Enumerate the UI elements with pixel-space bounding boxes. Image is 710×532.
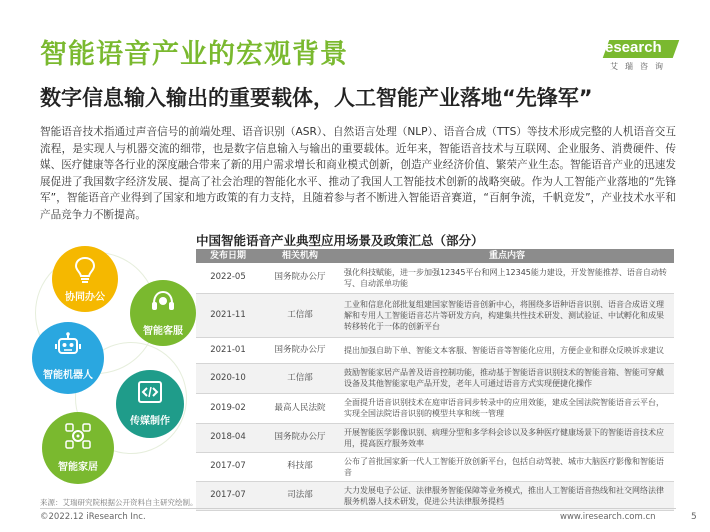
row-date: 2022-05 — [196, 263, 260, 293]
row-org: 科技部 — [260, 452, 340, 481]
row-date: 2021-11 — [196, 293, 260, 337]
headset-icon — [149, 289, 177, 315]
footer-divider — [40, 508, 676, 509]
lightbulb-icon — [72, 256, 98, 284]
row-org: 工信部 — [260, 293, 340, 337]
scenario-label: 智能机器人 — [43, 370, 93, 381]
policy-table — [196, 249, 674, 511]
scenario-office — [52, 246, 118, 312]
row-content: 工业和信息化部批复组建国家智能语音创新中心，将围绕多语种语音识别、语音合成语义理解和专用人工智能语音芯片等研发方向，构建集共性技术研发、测试验证、中试孵化和成果转移转化于一体的创新平台 — [340, 293, 674, 337]
intro-paragraph: 智能语音技术指通过声音信号的前端处理、语音识别（ASR）、自然语言处理（NLP）、语音合成（TTS）等技术形成完整的人机语音交互流程，是实现人与机器交流的细带，也是数字信息输入与输出的重要载体。近年来，智能语音技术与互联网、企业服务、消费硬件、传媒、医疗健康等各行业的深度融合带来了新的用户需求增长和商业模式创新，创造产业经济价值、繁荣产业生态。智能语音产业的迅速发展促进了我国数字经济发展、提高了社会治理的智能化水平、推动了我国人工智能技术创新的战略突破。作为人工智能产业落地的“先锋军”，智能语音产业得到了国家和地方政策的有力支持，且随着参与者不断进入智能语音赛道，“百舸争流，千帆竞发”，产业技术水平和产品竞争力不断提高。 — [40, 126, 676, 221]
code-icon — [136, 379, 164, 405]
row-org: 国务院办公厅 — [260, 337, 340, 363]
row-content: 鼓励智能家居产品普及语音控制功能，推动基于智能语音识别技术的智能音箱、智能可穿戴设备及其他智能家电产品开发，老年人可通过语音方式实现便捷化操作 — [340, 363, 674, 393]
row-content: 大力发展电子公证、法律服务智能保障等业务模式，推出人工智能语音热线和社交网络法律服务机器人技术研发，促进公共法律服务提档 — [340, 481, 674, 510]
logo-word: iResearch — [590, 39, 662, 56]
row-date: 2018-04 — [196, 423, 260, 452]
robot-icon — [54, 332, 82, 360]
table-row — [196, 423, 674, 452]
header-org: 相关机构 — [260, 249, 340, 263]
row-content: 提出加强自助下单、智能文本客服、智能语音等智能化应用，方便企业和群众反映诉求建议 — [340, 337, 674, 363]
table-row — [196, 293, 674, 337]
footer-website[interactable]: www.iresearch.com.cn — [560, 512, 656, 522]
row-content: 强化科技赋能，进一步加强12345平台和网上12345能力建设，开发智能推荐、语音自动转写、自动派单功能 — [340, 263, 674, 293]
home-icon — [63, 421, 93, 451]
scenario-cluster — [30, 232, 195, 494]
row-org: 国务院办公厅 — [260, 423, 340, 452]
table-row — [196, 481, 674, 510]
scenario-label: 协同办公 — [65, 292, 105, 303]
source-note: 来源：艾瑞研究院根据公开资料自主研究绘制。 — [40, 498, 198, 507]
row-org: 工信部 — [260, 363, 340, 393]
row-content: 公布了首批国家新一代人工智能开放创新平台，包括自动驾驶、城市大脑医疗影像和智能语音 — [340, 452, 674, 481]
table-row — [196, 452, 674, 481]
table-row — [196, 337, 674, 363]
row-date: 2017-07 — [196, 481, 260, 510]
table-row — [196, 263, 674, 293]
scenario-label: 智能客服 — [143, 326, 183, 337]
table-row — [196, 363, 674, 393]
row-date: 2019-02 — [196, 393, 260, 423]
scenario-robot — [32, 322, 104, 394]
table-title: 中国智能语音产业典型应用场景及政策汇总（部分） — [196, 233, 484, 248]
row-org: 国务院办公厅 — [260, 263, 340, 293]
row-org: 司法部 — [260, 481, 340, 510]
scenario-label: 智能家居 — [58, 462, 98, 473]
row-content: 开展智能医学影像识别、病理分型和多学科会诊以及多种医疗健康场景下的智能语音技术应用，提高医疗服务效率 — [340, 423, 674, 452]
scenario-smart-home — [42, 412, 114, 484]
row-date: 2020-10 — [196, 363, 260, 393]
footer-copyright: ©2022.12 iResearch Inc. — [40, 512, 146, 522]
row-date: 2021-01 — [196, 337, 260, 363]
row-content: 全面提升语音识别技术在庭审语音同步转录中的应用效能，建成全国法院智能语音云平台，实现全国法院语音识别的模型共享和统一管理 — [340, 393, 674, 423]
page-title: 智能语音产业的宏观背景 — [40, 39, 348, 70]
iresearch-logo — [590, 37, 680, 77]
row-date: 2017-07 — [196, 452, 260, 481]
header-date: 发布日期 — [196, 249, 260, 263]
logo-cn: 艾瑞咨询 — [610, 62, 670, 71]
scenario-customer-service — [130, 280, 196, 346]
page-subtitle: 数字信息输入输出的重要载体，人工智能产业落地“先锋军” — [40, 86, 593, 110]
page-number: 5 — [691, 512, 697, 522]
row-org: 最高人民法院 — [260, 393, 340, 423]
header-content: 重点内容 — [340, 249, 674, 263]
scenario-media — [116, 370, 184, 438]
table-header-row — [196, 249, 674, 263]
scenario-label: 传媒制作 — [130, 416, 170, 427]
table-row — [196, 393, 674, 423]
